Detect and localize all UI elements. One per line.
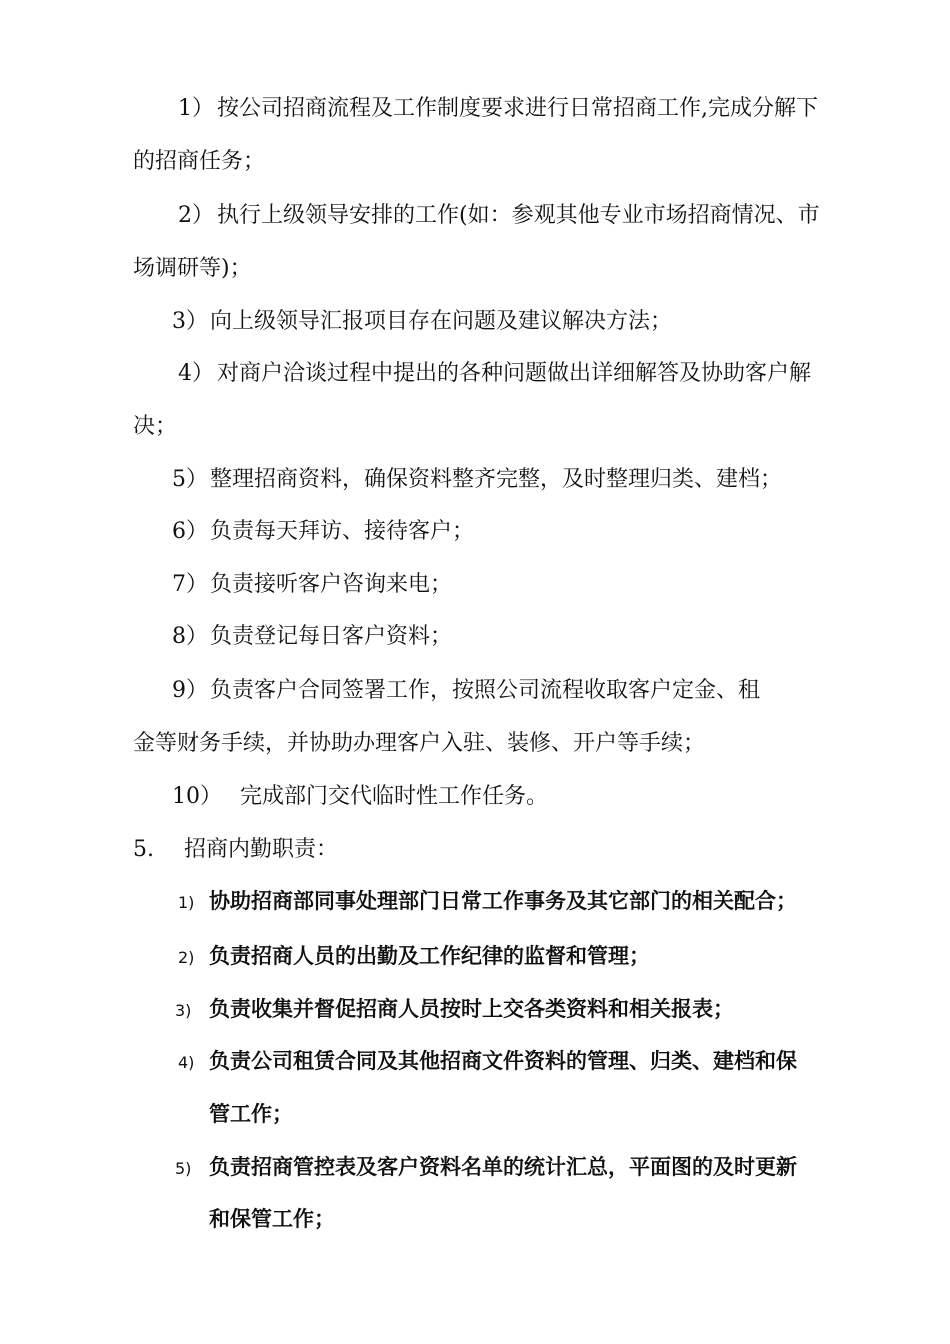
item-number: 3） <box>172 309 208 334</box>
item-number: 1) <box>178 893 195 912</box>
duty-item-8 <box>172 622 452 652</box>
item-number: 3) <box>175 1001 192 1020</box>
duty-item-3 <box>172 307 672 337</box>
item-text: 负责公司租赁合同及其他招商文件资料的管理、归类、建档和保 <box>209 1049 797 1073</box>
item-text: 对商户洽谈过程中提出的各种问题做出详细解答及协助客户解 <box>217 361 812 386</box>
duty-item-6 <box>172 517 474 547</box>
item-number: 7） <box>172 572 208 597</box>
item-text: 负责招商管控表及客户资料名单的统计汇总，平面图的及时更新 <box>209 1155 797 1179</box>
duty-item-2-continuation: 场调研等)； <box>133 256 252 281</box>
clerk-duty-item-5 <box>175 1152 797 1184</box>
section-number: 5. <box>133 837 154 862</box>
duty-item-10 <box>172 782 548 812</box>
clerk-duty-item-1 <box>178 886 797 918</box>
clerk-duty-item-4 <box>178 1046 797 1078</box>
duty-item-7 <box>172 570 452 600</box>
duty-item-5 <box>172 465 782 495</box>
duty-item-1 <box>178 94 818 124</box>
item-text: 负责接听客户咨询来电； <box>210 572 453 597</box>
duty-item-9-continuation: 金等财务手续，并协助办理客户入驻、装修、开户等手续； <box>133 731 706 756</box>
section-heading <box>133 835 338 865</box>
item-number: 5) <box>175 1159 192 1178</box>
item-number: 2） <box>178 203 214 228</box>
item-number: 1） <box>178 96 214 121</box>
clerk-duty-item-4-continuation: 管工作； <box>209 1102 293 1126</box>
duty-item-4-continuation: 决； <box>133 414 178 439</box>
item-number: 5） <box>172 467 208 492</box>
clerk-duty-item-2 <box>178 941 650 973</box>
section-title: 招商内勤职责： <box>184 837 339 862</box>
item-text: 负责每天拜访、接待客户； <box>210 519 475 544</box>
clerk-duty-item-5-continuation: 和保管工作； <box>209 1207 335 1231</box>
item-text: 协助招商部同事处理部门日常工作事务及其它部门的相关配合； <box>209 889 797 913</box>
item-text: 负责登记每日客户资料； <box>210 624 453 649</box>
item-number: 9） <box>172 678 208 703</box>
duty-item-1-continuation: 的招商任务； <box>133 149 266 174</box>
item-text: 按公司招商流程及工作制度要求进行日常招商工作,完成分解下 <box>217 96 818 121</box>
item-text: 向上级领导汇报项目存在问题及建议解决方法； <box>210 309 673 334</box>
item-text: 整理招商资料，确保资料整齐完整，及时整理归类、建档； <box>210 467 783 492</box>
duty-item-2 <box>178 201 820 231</box>
item-number: 8） <box>172 624 208 649</box>
item-number: 4) <box>178 1053 195 1072</box>
item-number: 6） <box>172 519 208 544</box>
item-text: 完成部门交代临时性工作任务。 <box>240 784 549 809</box>
duty-item-4 <box>178 359 811 389</box>
item-text: 负责招商人员的出勤及工作纪律的监督和管理； <box>209 944 650 968</box>
duty-item-9 <box>172 676 760 706</box>
item-text: 执行上级领导安排的工作(如：参观其他专业市场招商情况、市 <box>217 203 820 228</box>
item-number: 10） <box>172 784 222 809</box>
item-text: 负责客户合同签署工作，按照公司流程收取客户定金、租 <box>210 678 761 703</box>
item-number: 2) <box>178 948 195 967</box>
item-number: 4） <box>178 361 214 386</box>
item-text: 负责收集并督促招商人员按时上交各类资料和相关报表； <box>209 997 734 1021</box>
clerk-duty-item-3 <box>175 994 734 1026</box>
